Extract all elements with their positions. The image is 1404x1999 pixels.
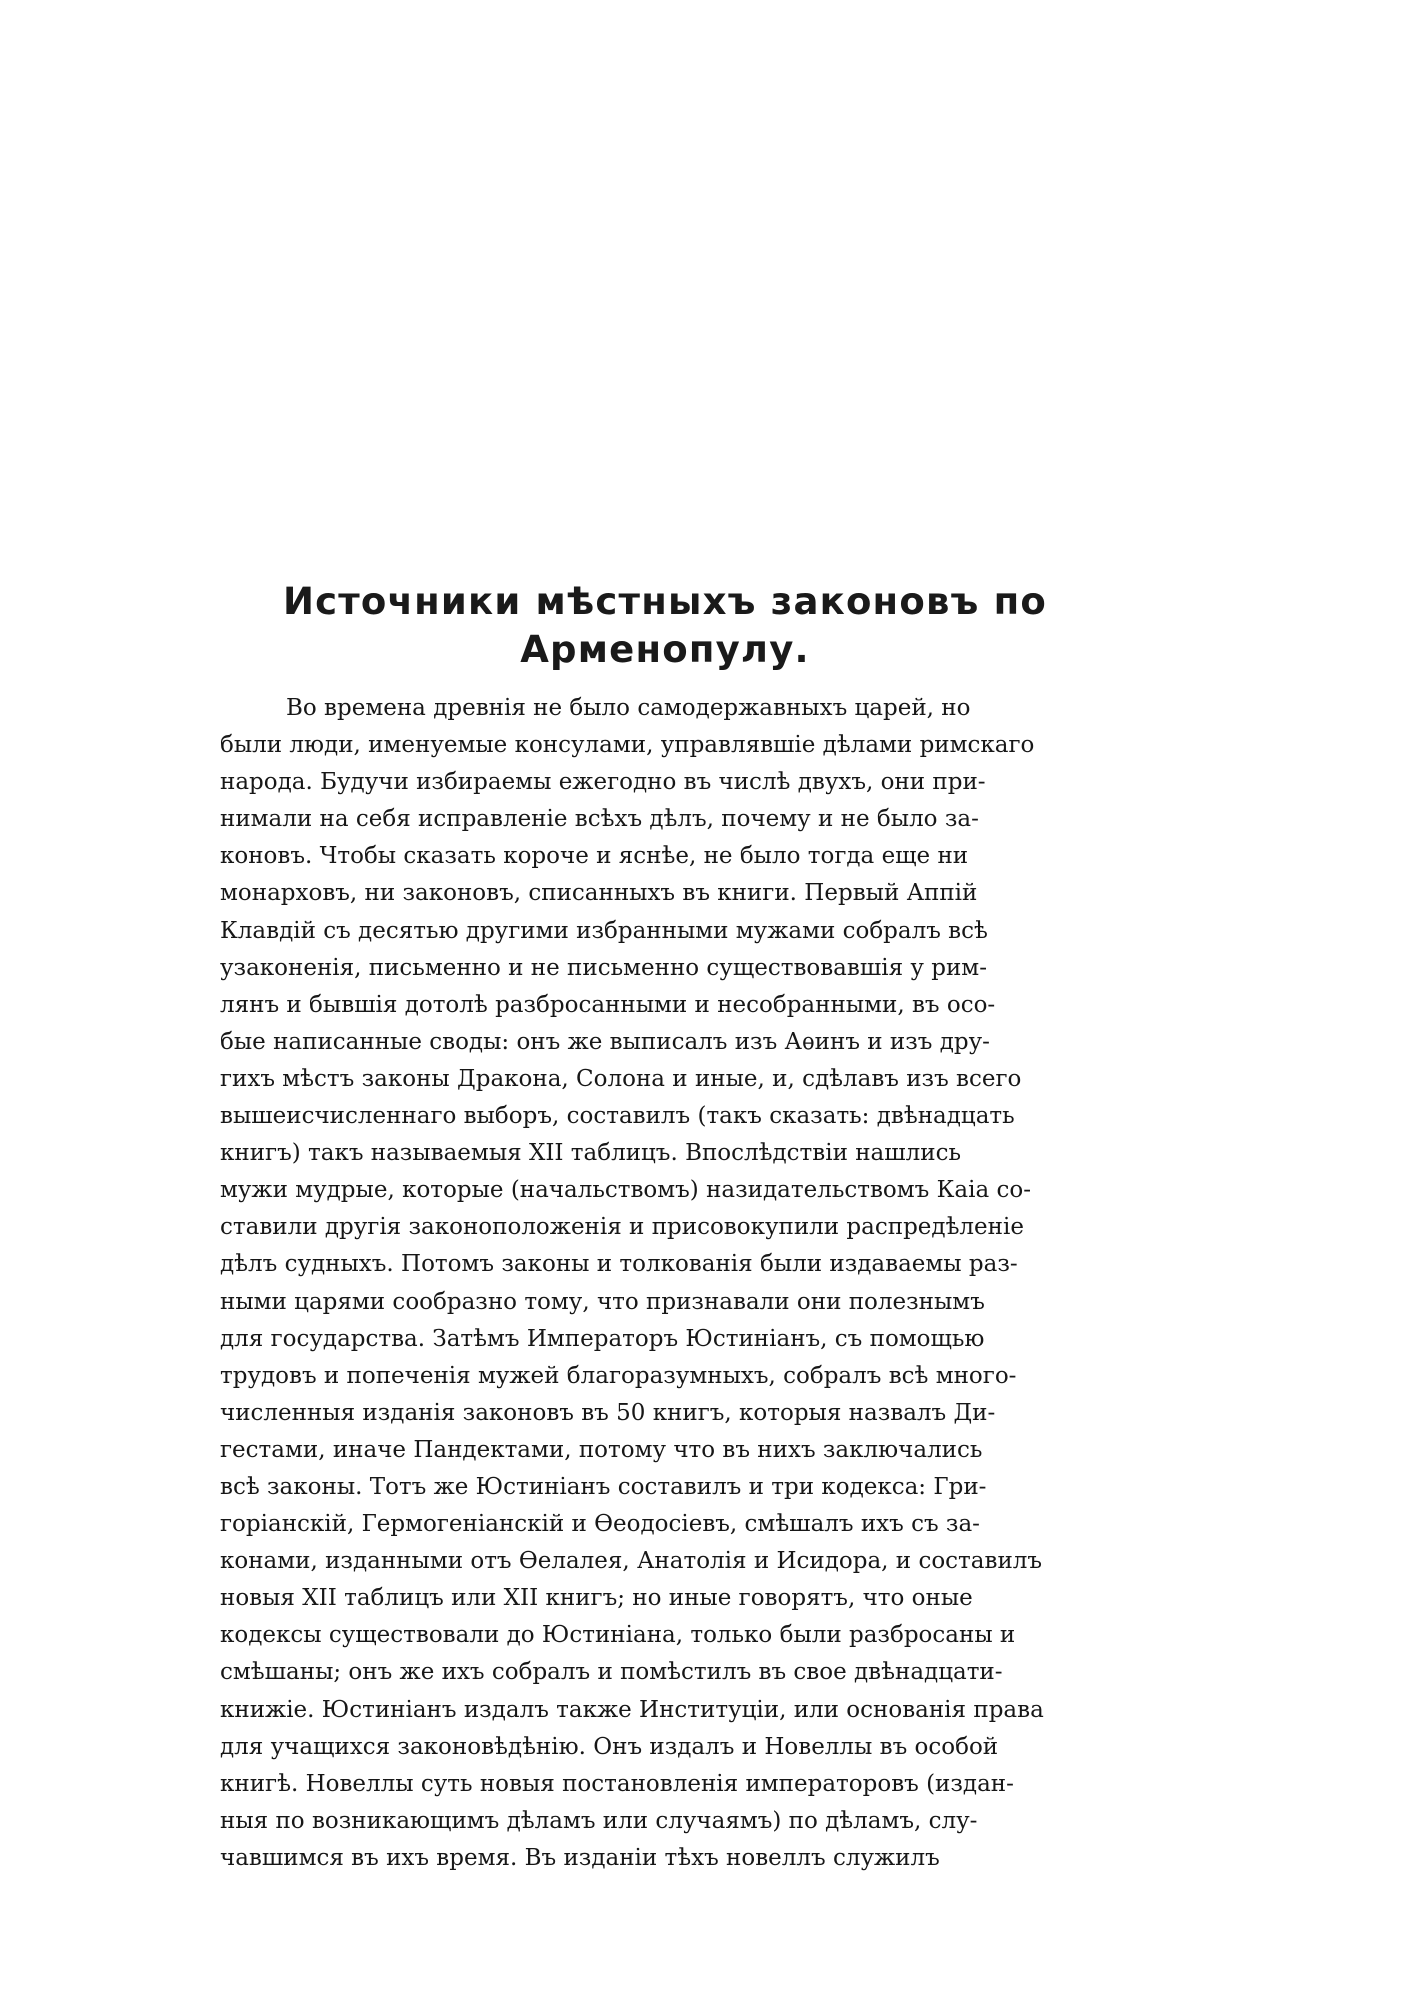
text-line: лянъ и бывшія дотолѣ разбросанными и несобранными, въ осо-	[220, 991, 996, 1018]
text-line: ставили другія законоположенія и присовокупили распредѣленіе	[220, 1214, 1024, 1241]
text-line: чавшимся въ ихъ время. Въ изданіи тѣхъ новеллъ служилъ	[220, 1844, 940, 1871]
text-line: книжіе. Юстиніанъ издалъ также Институціи, или основанія права	[220, 1696, 1044, 1723]
text-line: гестами, иначе Пандектами, потому что въ нихъ заключались	[220, 1436, 983, 1463]
text-line: ными царями сообразно тому, что признавали они полезнымъ	[220, 1288, 985, 1315]
text-line: смѣшаны; онъ же ихъ собралъ и помѣстилъ въ свое двѣнадцати-	[220, 1659, 1003, 1686]
text-line: коновъ. Чтобы сказать короче и яснѣе, не было тогда еще ни	[220, 843, 969, 870]
text-line: всѣ законы. Тотъ же Юстиніанъ составилъ и три кодекса: Гри-	[220, 1473, 987, 1500]
text-line: народа. Будучи избираемы ежегодно въ числѣ двухъ, они при-	[220, 769, 986, 796]
text-line: были люди, именуемые консулами, управлявшіе дѣлами римскаго	[220, 732, 1035, 759]
text-line: дѣлъ судныхъ. Потомъ законы и толкованія были издаваемы раз-	[220, 1251, 1018, 1278]
title-line-1: Источники мѣстныхъ законовъ по	[282, 580, 1048, 623]
text-line: ныя по возникающимъ дѣламъ или случаямъ) по дѣламъ, слу-	[220, 1807, 978, 1834]
text-line: Клавдій съ десятью другими избранными мужами собралъ всѣ	[220, 917, 988, 944]
text-line: узаконенія, письменно и не письменно существовавшія у рим-	[220, 954, 987, 981]
text-line: книгъ) такъ называемыя XII таблицъ. Впослѣдствіи нашлись	[220, 1140, 961, 1167]
body-paragraph	[220, 690, 1170, 1877]
text-line: монарховъ, ни законовъ, списанныхъ въ книги. Первый Аппій	[220, 880, 978, 907]
text-line: кодексы существовали до Юстиніана, только были разбросаны и	[220, 1622, 1016, 1649]
text-line: численныя изданія законовъ въ 50 книгъ, которыя назвалъ Ди-	[220, 1399, 996, 1426]
text-line: бые написанные своды: онъ же выписалъ изъ Аѳинъ и изъ дру-	[220, 1028, 990, 1055]
text-line: Во времена древнія не было самодержавныхъ царей, но	[286, 695, 971, 721]
text-line: вышеисчисленнаго выборъ, составилъ (такъ сказать: двѣнадцать	[220, 1103, 1015, 1130]
text-line: трудовъ и попеченія мужей благоразумныхъ, собралъ всѣ много-	[220, 1362, 1017, 1389]
text-line: для учащихся законовѣдѣнію. Онъ издалъ и Новеллы въ особой	[220, 1733, 999, 1760]
text-line: для государства. Затѣмъ Императоръ Юстиніанъ, съ помощью	[220, 1325, 985, 1352]
text-line: горіанскій, Гермогеніанскій и Ѳеодосіевъ, смѣшалъ ихъ съ за-	[220, 1511, 980, 1538]
text-line: книгѣ. Новеллы суть новыя постановленія императоровъ (издан-	[220, 1770, 1014, 1797]
text-line: нимали на себя исправленіе всѣхъ дѣлъ, почему и не было за-	[220, 806, 979, 833]
text-line: мужи мудрые, которые (начальствомъ) назидательствомъ Каіа со-	[220, 1177, 1031, 1204]
text-line: гихъ мѣстъ законы Дракона, Солона и иные, и, сдѣлавъ изъ всего	[220, 1065, 1022, 1092]
page-title	[200, 578, 1130, 674]
text-line: новыя XII таблицъ или XII книгъ; но иные говорятъ, что оные	[220, 1585, 973, 1612]
text-line: конами, изданными отъ Ѳелалея, Анатолія и Исидора, и составилъ	[220, 1548, 1043, 1575]
title-line-2: Арменопулу.	[520, 628, 810, 671]
